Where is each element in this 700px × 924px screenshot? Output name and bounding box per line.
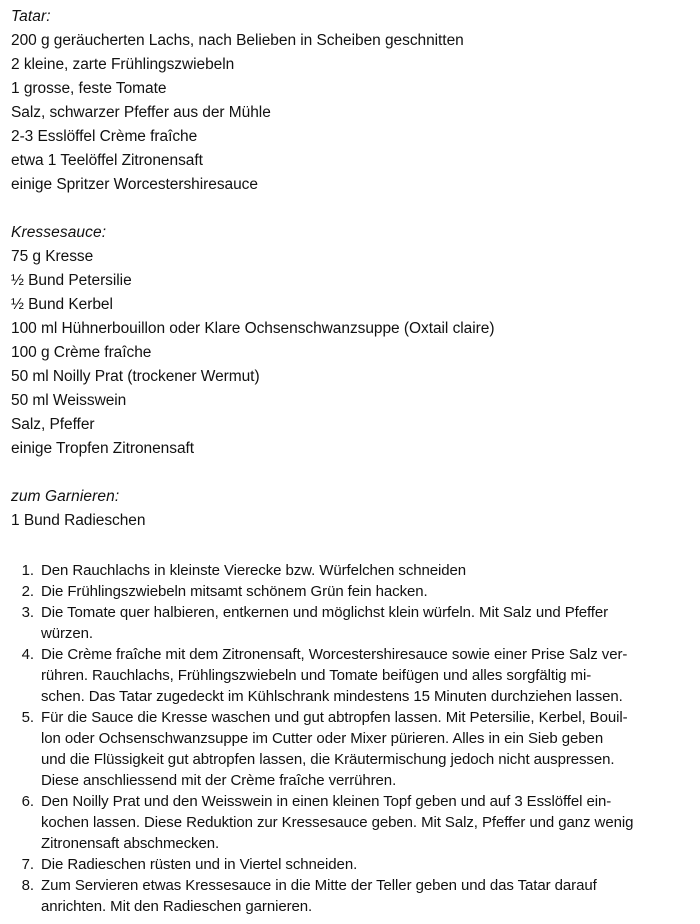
ingredient-line: 2-3 Esslöffel Crème fraîche xyxy=(11,128,198,145)
ingredient-line: 75 g Kresse xyxy=(11,248,94,265)
ingredient-line: einige Tropfen Zitronensaft xyxy=(11,440,195,457)
step-text-line: Die Radieschen rüsten und in Viertel schneiden. xyxy=(41,856,358,873)
ingredient-section xyxy=(11,221,700,461)
step-number: 6. xyxy=(21,793,34,810)
step-text xyxy=(41,875,700,917)
ingredient-section-heading: Tatar: xyxy=(11,8,51,25)
step-text-line: schen. Das Tatar zugedeckt im Kühlschrank mindestens 15 Minuten durchziehen lassen. xyxy=(41,688,623,705)
step-text-line: Zitronensaft abschmecken. xyxy=(41,835,220,852)
step-text-line: kochen lassen. Diese Reduktion zur Kressesauce geben. Mit Salz, Pfeffer und ganz wenig xyxy=(41,814,634,831)
step-text-line: Die Crème fraîche mit dem Zitronensaft, Worcestershiresauce sowie einer Prise Salz ver- xyxy=(41,646,628,663)
ingredient-line: 1 Bund Radieschen xyxy=(11,512,146,529)
step-text-line: Für die Sauce die Kresse waschen und gut abtropfen lassen. Mit Petersilie, Kerbel, Bouil- xyxy=(41,709,628,726)
ingredient-section-heading: Kressesauce: xyxy=(11,224,107,241)
ingredient-line: ½ Bund Kerbel xyxy=(11,296,113,313)
step-text-line: Den Rauchlachs in kleinste Vierecke bzw. Würfelchen schneiden xyxy=(41,562,467,579)
step-text xyxy=(41,707,700,791)
ingredient-line: etwa 1 Teelöffel Zitronensaft xyxy=(11,152,203,169)
ingredient-section xyxy=(11,485,700,533)
step-text xyxy=(41,560,700,581)
preparation-step xyxy=(11,560,700,581)
ingredient-line: 100 ml Hühnerbouillon oder Klare Ochsenschwanzsuppe (Oxtail claire) xyxy=(11,320,495,337)
ingredient-line: 50 ml Weisswein xyxy=(11,392,127,409)
ingredient-line: Salz, Pfeffer xyxy=(11,416,95,433)
step-number: 5. xyxy=(21,709,34,726)
step-text xyxy=(41,581,700,602)
step-number: 7. xyxy=(21,856,34,873)
step-text xyxy=(41,854,700,875)
ingredient-line: 100 g Crème fraîche xyxy=(11,344,152,361)
step-text-line: Diese anschliessend mit der Crème fraîche verrühren. xyxy=(41,772,397,789)
step-number: 1. xyxy=(21,562,34,579)
step-number: 8. xyxy=(21,877,34,894)
preparation-step xyxy=(11,875,700,917)
step-number: 4. xyxy=(21,646,34,663)
preparation-step xyxy=(11,707,700,791)
ingredient-line: 2 kleine, zarte Frühlingszwiebeln xyxy=(11,56,235,73)
preparation-step xyxy=(11,791,700,854)
step-text-line: Die Tomate quer halbieren, entkernen und möglichst klein würfeln. Mit Salz und Pfeffer xyxy=(41,604,609,621)
preparation-step xyxy=(11,602,700,644)
step-text-line: Den Noilly Prat und den Weisswein in einen kleinen Topf geben und auf 3 Esslöffel ein- xyxy=(41,793,612,810)
step-text-line: anrichten. Mit den Radieschen garnieren. xyxy=(41,898,313,915)
step-number: 2. xyxy=(21,583,34,600)
preparation-steps-list xyxy=(0,533,700,917)
step-text xyxy=(41,791,700,854)
preparation-step xyxy=(11,581,700,602)
section-spacer xyxy=(11,461,700,485)
ingredient-section-heading: zum Garnieren: xyxy=(11,488,120,505)
step-text-line: lon oder Ochsenschwanzsuppe im Cutter oder Mixer pürieren. Alles in ein Sieb geben xyxy=(41,730,604,747)
step-number: 3. xyxy=(21,604,34,621)
step-text-line: Die Frühlingszwiebeln mitsamt schönem Grün fein hacken. xyxy=(41,583,428,600)
step-text-line: rühren. Rauchlachs, Frühlingszwiebeln und Tomate beifügen und alles sorgfältig mi- xyxy=(41,667,592,684)
section-spacer xyxy=(11,197,700,221)
ingredient-line: ½ Bund Petersilie xyxy=(11,272,132,289)
step-text xyxy=(41,644,700,707)
ingredient-line: 50 ml Noilly Prat (trockener Wermut) xyxy=(11,368,260,385)
step-text-line: und die Flüssigkeit gut abtropfen lassen, die Kräutermischung jedoch nicht auspressen. xyxy=(41,751,615,768)
step-text-line: Zum Servieren etwas Kressesauce in die Mitte der Teller geben und das Tatar darauf xyxy=(41,877,597,894)
preparation-step xyxy=(11,644,700,707)
preparation-step xyxy=(11,854,700,875)
step-text-line: würzen. xyxy=(41,625,93,642)
ingredient-line: einige Spritzer Worcestershiresauce xyxy=(11,176,258,193)
ingredient-section xyxy=(11,5,700,197)
ingredient-line: 1 grosse, feste Tomate xyxy=(11,80,167,97)
ingredient-line: Salz, schwarzer Pfeffer aus der Mühle xyxy=(11,104,271,121)
step-text xyxy=(41,602,700,644)
ingredient-line: 200 g geräucherten Lachs, nach Belieben in Scheiben geschnitten xyxy=(11,32,464,49)
